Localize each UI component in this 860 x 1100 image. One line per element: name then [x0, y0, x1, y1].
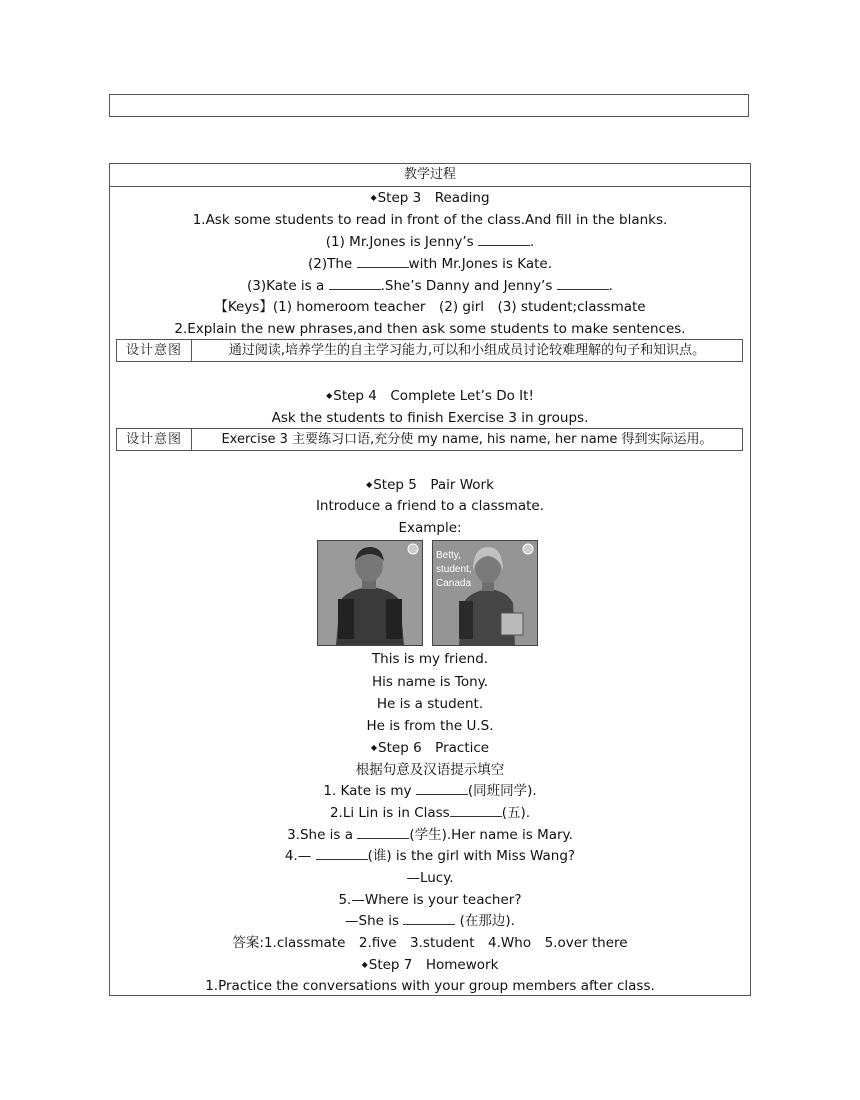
diamond-bullet-icon: ◆ [370, 193, 377, 202]
design-intent-text: Exercise 3 主要练习口语,充分使 my name, his name, her name 得到实际运用。 [221, 432, 713, 447]
step7-title: ◆Step 7 Homework [361, 957, 499, 973]
step3-keys: 【Keys】(1) homeroom teacher (2) girl (3) student;classmate [214, 299, 646, 315]
step6-title: ◆Step 6 Practice [370, 740, 490, 756]
step6-exercise-1: 1. Kate is my (同班同学). [323, 783, 537, 799]
step5-line-4: He is from the U.S. [366, 718, 494, 734]
step5-title: ◆Step 5 Pair Work [366, 477, 494, 493]
photo-caption-country: Canada [436, 578, 472, 589]
design-intent-label: 设计意图 [117, 429, 192, 450]
diamond-bullet-icon: ◆ [326, 391, 333, 400]
photo-caption-name: Betty, [436, 550, 461, 561]
step5-line-1: This is my friend. [371, 651, 489, 667]
step6-answers: 答案:1.classmate 2.five 3.student 4.Who 5.over there [232, 935, 628, 951]
step3-explain: 2.Explain the new phrases,and then ask some students to make sentences. [174, 321, 686, 337]
diamond-bullet-icon: ◆ [370, 743, 378, 752]
table-header: 教学过程 [110, 164, 750, 187]
step6-exercise-5: 5.—Where is your teacher? [338, 892, 522, 908]
step6-exercise-5-reply: —She is (在那边). [345, 913, 515, 929]
step3-q2: (2)The with Mr.Jones is Kate. [308, 256, 552, 272]
step4-title: ◆Step 4 Complete Let’s Do It! [326, 388, 534, 404]
diamond-bullet-icon: ◆ [366, 480, 373, 489]
photo-boy-tony [317, 540, 423, 646]
step4-instruction: Ask the students to finish Exercise 3 in groups. [271, 410, 589, 426]
step6-instruction: 根据句意及汉语提示填空 [355, 762, 505, 778]
step6-exercise-3: 3.She is a (学生).Her name is Mary. [287, 827, 573, 843]
design-intent-label: 设计意图 [117, 340, 192, 361]
step3-q1: (1) Mr.Jones is Jenny’s . [325, 234, 535, 250]
diamond-bullet-icon: ◆ [361, 960, 368, 969]
step6-exercise-2: 2.Li Lin is in Class (五). [329, 805, 531, 821]
step3-q3: (3)Kate is a .She’s Danny and Jenny’s . [247, 278, 613, 294]
step6-exercise-4-answer: —Lucy. [406, 870, 454, 886]
step7-instruction: 1.Practice the conversations with your group members after class. [205, 978, 655, 994]
step5-instruction: Introduce a friend to a classmate. [315, 498, 545, 514]
step3-instruction: 1.Ask some students to read in front of the class.And fill in the blanks. [192, 212, 668, 228]
step3-title: ◆Step 3 Reading [370, 190, 490, 206]
step5-line-2: His name is Tony. [371, 674, 488, 690]
photo-girl-betty [432, 540, 538, 646]
empty-top-table [109, 94, 749, 117]
teaching-process-table [109, 163, 751, 996]
step5-line-3: He is a student. [376, 696, 484, 712]
photo-caption-role: student, [436, 564, 472, 575]
step6-exercise-4: 4.— (谁) is the girl with Miss Wang? [284, 848, 576, 864]
design-intent-row-step4 [116, 428, 743, 451]
step5-example: Example: [398, 520, 462, 536]
design-intent-row-step3 [116, 339, 743, 362]
design-intent-text: 通过阅读,培养学生的自主学习能力,可以和小组成员讨论较难理解的句子和知识点。 [228, 343, 706, 358]
